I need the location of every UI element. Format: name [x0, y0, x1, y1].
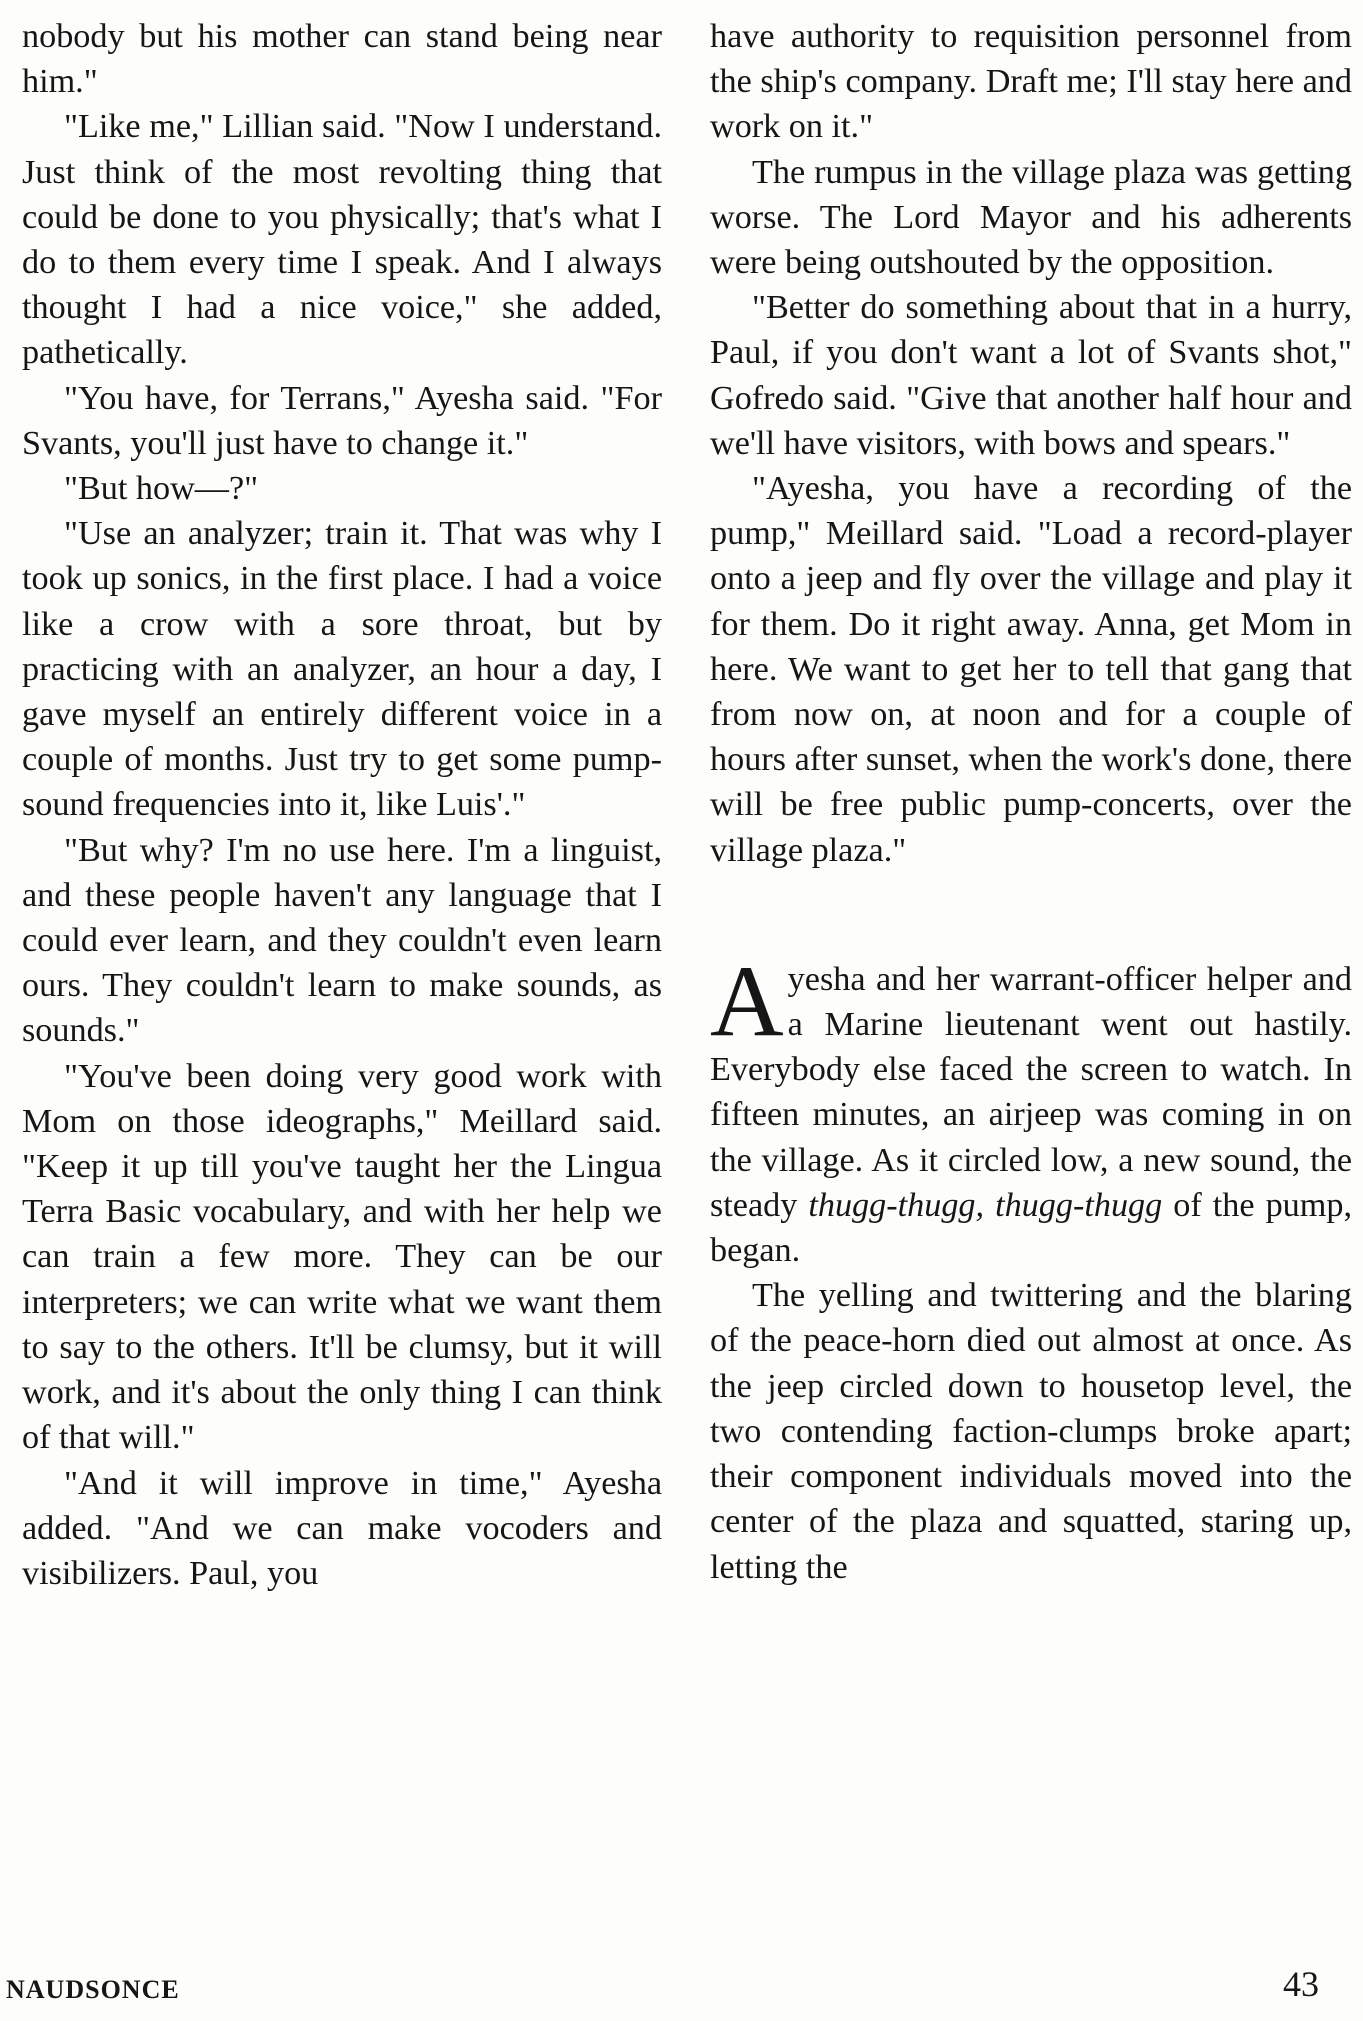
paragraph: "Ayesha, you have a recording of the pump," Meillard said. "Load a record-player onto a jeep and fly over the village and play it for them. Do it right away. Anna, get Mom in here. We want to get her to tell that gang that from now on, at noon and for a couple of hours after sunset, when the work's done, there will be free public pump-concerts, over the village plaza.": [710, 470, 1352, 869]
paragraph-text: yesha and her warrant-officer helper and a Marine lieutenant went out hastily. Everybody else faced the screen to watch. In fifteen minutes, an airjeep was coming in on the village. As it circled low, a new sound, the steady: [710, 960, 1352, 1224]
paragraph: The yelling and twittering and the blaring of the peace-horn died out almost at once. As the jeep circled down to housetop level, the two contending faction-clumps broke apart; their component individuals moved into the center of the plaza and squatted, staring up, letting the: [710, 1277, 1352, 1586]
paragraph: "Use an analyzer; train it. That was why I took up sonics, in the first place. I had a voice like a crow with a sore throat, but by practicing with an analyzer, an hour a day, I gave myself an entirely different voice in a couple of months. Just try to get some pump-sound frequencies into it, like Luis'.": [22, 515, 662, 824]
paragraph: "And it will improve in time," Ayesha added. "And we can make vocoders and visibilizers. Paul, you: [22, 1464, 662, 1592]
paragraph: have authority to requisition personnel from the ship's company. Draft me; I'll stay here and work on it.": [710, 18, 1352, 146]
paragraph: "But how—?": [64, 470, 259, 508]
paragraph-text-end: of the pump, began.: [710, 1186, 1353, 1270]
paragraph: The rumpus in the village plaza was getting worse. The Lord Mayor and his adherents were being outshouted by the opposition.: [710, 153, 1352, 282]
paragraph: "But why? I'm no use here. I'm a linguist, and these people haven't any language that I could ever learn, and they couldn't even learn ours. They couldn't learn to make sounds, as sounds.": [22, 831, 662, 1050]
paragraph: "Better do something about that in a hurry, Paul, if you don't want a lot of Svants shot," Gofredo said. "Give that another half hour and we'll have visitors, with bows and spears.": [710, 289, 1352, 462]
running-title: NAUDSONCE: [6, 1975, 180, 2004]
right-column: [710, 14, 1352, 1590]
paragraph: "You've been doing very good work with Mom on those ideographs," Meillard said. "Keep it up till you've taught her the Lingua Terra Basic vocabulary, and with her help we can train a few more. They can be our interpreters; we can write what we want them to say to the others. It'll be clumsy, but it will work, and it's about the only thing I can think of that will.": [22, 1057, 662, 1457]
paragraph: "Like me," Lillian said. "Now I understand. Just think of the most revolting thing that could be done to you physically; that's what I do to them every time I speak. And I always thought I had a nice voice," she added, pathetically.: [22, 108, 662, 372]
drop-cap: A: [710, 944, 784, 1058]
italic-sound-text: thugg-thugg, thugg-thugg: [808, 1186, 1163, 1224]
paragraph: nobody but his mother can stand being near him.": [22, 18, 662, 101]
page-number: 43: [1283, 1964, 1319, 2004]
section-start-paragraph: [710, 944, 1353, 1273]
paragraph: "You have, for Terrans," Ayesha said. "For Svants, you'll just have to change it.": [22, 379, 662, 462]
left-column: [22, 14, 662, 1596]
